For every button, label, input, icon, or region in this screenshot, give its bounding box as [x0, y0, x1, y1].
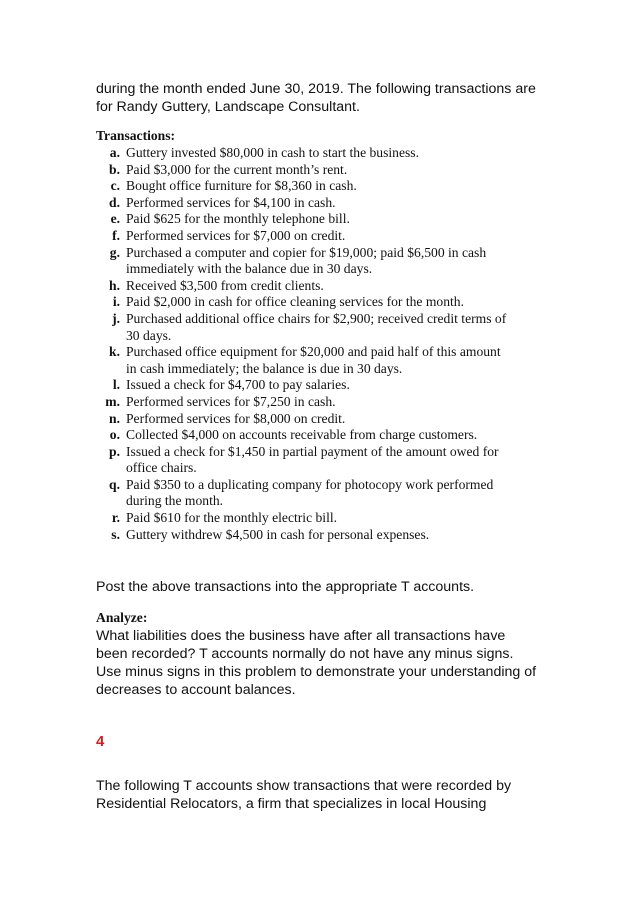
final-paragraph	[96, 777, 566, 813]
section-number: 4	[96, 733, 105, 750]
transaction-line: Guttery invested $80,000 in cash to start the business.	[126, 145, 419, 160]
transaction-item	[96, 510, 556, 527]
transaction-text	[126, 195, 556, 212]
transaction-item	[96, 195, 556, 212]
analyze-heading: Analyze:	[96, 610, 148, 625]
transaction-line: Performed services for $7,000 on credit.	[126, 227, 346, 243]
transaction-line: Purchased additional office chairs for $2,900; received credit terms of	[126, 310, 507, 326]
transaction-text	[126, 228, 556, 245]
transaction-text	[126, 145, 556, 162]
transaction-line: Collected $4,000 on accounts receivable from charge customers.	[126, 427, 478, 443]
transaction-text	[126, 411, 556, 428]
transaction-text	[126, 344, 556, 377]
transaction-letter: e.	[110, 211, 120, 227]
transaction-item	[96, 527, 556, 544]
analyze-line: decreases to account balances.	[96, 682, 296, 698]
transaction-letter: m.	[105, 393, 120, 409]
transaction-letter: j.	[112, 310, 120, 326]
transaction-item	[96, 178, 556, 195]
intro-paragraph	[96, 80, 566, 116]
transaction-letter: p.	[109, 443, 120, 459]
intro-line: during the month ended June 30, 2019. The following transactions are	[96, 81, 536, 97]
transaction-text	[126, 527, 556, 544]
transaction-item	[96, 344, 556, 377]
transactions-list	[96, 145, 556, 543]
transaction-line: Purchased office equipment for $20,000 and paid half of this amount	[126, 344, 501, 360]
intro-line: for Randy Guttery, Landscape Consultant.	[96, 99, 360, 115]
transaction-item	[96, 477, 556, 510]
post-instruction: Post the above transactions into the appropriate T accounts.	[96, 579, 475, 595]
analyze-line: What liabilities does the business have after all transactions have	[96, 628, 506, 644]
transaction-letter: r.	[111, 510, 120, 526]
transaction-text	[126, 394, 556, 411]
transaction-letter: i.	[112, 294, 120, 310]
transaction-letter: s.	[111, 526, 120, 542]
transaction-letter: b.	[109, 161, 120, 177]
transactions-heading: Transactions:	[96, 128, 176, 143]
transaction-text	[126, 510, 556, 527]
transaction-line: Paid $3,000 for the current month’s rent.	[126, 161, 348, 177]
transaction-letter: o.	[109, 427, 120, 443]
transaction-line: 30 days.	[126, 327, 172, 343]
transaction-letter: k.	[109, 344, 120, 360]
transaction-line: Bought office furniture for $8,360 in cash.	[126, 178, 357, 194]
transaction-letter: h.	[109, 277, 120, 293]
transaction-item	[96, 411, 556, 428]
transaction-line: office chairs.	[126, 460, 197, 476]
transaction-letter: n.	[109, 410, 120, 426]
transaction-line: immediately with the balance due in 30 days.	[126, 261, 373, 277]
transaction-text	[126, 178, 556, 195]
transaction-item	[96, 245, 556, 278]
transaction-line: Received $3,500 from credit clients.	[126, 277, 324, 293]
transaction-line: Performed services for $4,100 in cash.	[126, 194, 336, 210]
transaction-line: Issued a check for $4,700 to pay salaries.	[126, 377, 350, 393]
transaction-item	[96, 377, 556, 394]
transaction-item	[96, 211, 556, 228]
transaction-line: Issued a check for $1,450 in partial payment of the amount owed for	[126, 443, 499, 459]
transaction-line: Paid $2,000 in cash for office cleaning services for the month.	[126, 294, 464, 310]
transaction-line: Performed services for $8,000 on credit.	[126, 410, 346, 426]
transaction-text	[126, 211, 556, 228]
transaction-line: Guttery withdrew $4,500 in cash for personal expenses.	[126, 526, 430, 542]
analyze-line: Use minus signs in this problem to demonstrate your understanding of	[96, 664, 537, 680]
transaction-line: during the month.	[126, 493, 224, 509]
transaction-text	[126, 278, 556, 295]
transaction-letter: l.	[112, 377, 120, 393]
transaction-line: Purchased a computer and copier for $19,000; paid $6,500 in cash	[126, 244, 487, 260]
transaction-text	[126, 162, 556, 179]
transaction-text	[126, 444, 556, 477]
analyze-body	[96, 627, 566, 699]
final-line: Residential Relocators, a firm that specializes in local Housing	[96, 796, 487, 812]
transaction-item	[96, 427, 556, 444]
transaction-line: Performed services for $7,250 in cash.	[126, 393, 336, 409]
transaction-item	[96, 294, 556, 311]
transaction-item	[96, 228, 556, 245]
transaction-item	[96, 162, 556, 179]
transaction-text	[126, 311, 556, 344]
transaction-letter: d.	[109, 194, 120, 210]
transaction-letter: c.	[110, 178, 120, 194]
transaction-letter: g.	[109, 244, 120, 260]
transaction-text	[126, 245, 556, 278]
transaction-line: Paid $610 for the monthly electric bill.	[126, 510, 338, 526]
transaction-line: Paid $625 for the monthly telephone bill.	[126, 211, 350, 227]
transaction-item	[96, 444, 556, 477]
transaction-letter: f.	[112, 227, 120, 243]
transaction-item	[96, 278, 556, 295]
transaction-item	[96, 394, 556, 411]
transaction-letter: a.	[109, 145, 120, 160]
transaction-text	[126, 427, 556, 444]
final-line: The following T accounts show transactions that were recorded by	[96, 778, 512, 794]
analyze-line: been recorded? T accounts normally do not have any minus signs.	[96, 646, 514, 662]
transaction-line: Paid $350 to a duplicating company for photocopy work performed	[126, 476, 494, 492]
transaction-text	[126, 377, 556, 394]
transaction-line: in cash immediately; the balance is due in 30 days.	[126, 360, 403, 376]
transaction-item	[96, 311, 556, 344]
transaction-letter: q.	[109, 476, 120, 492]
transaction-text	[126, 477, 556, 510]
transaction-text	[126, 294, 556, 311]
transaction-item	[96, 145, 556, 162]
